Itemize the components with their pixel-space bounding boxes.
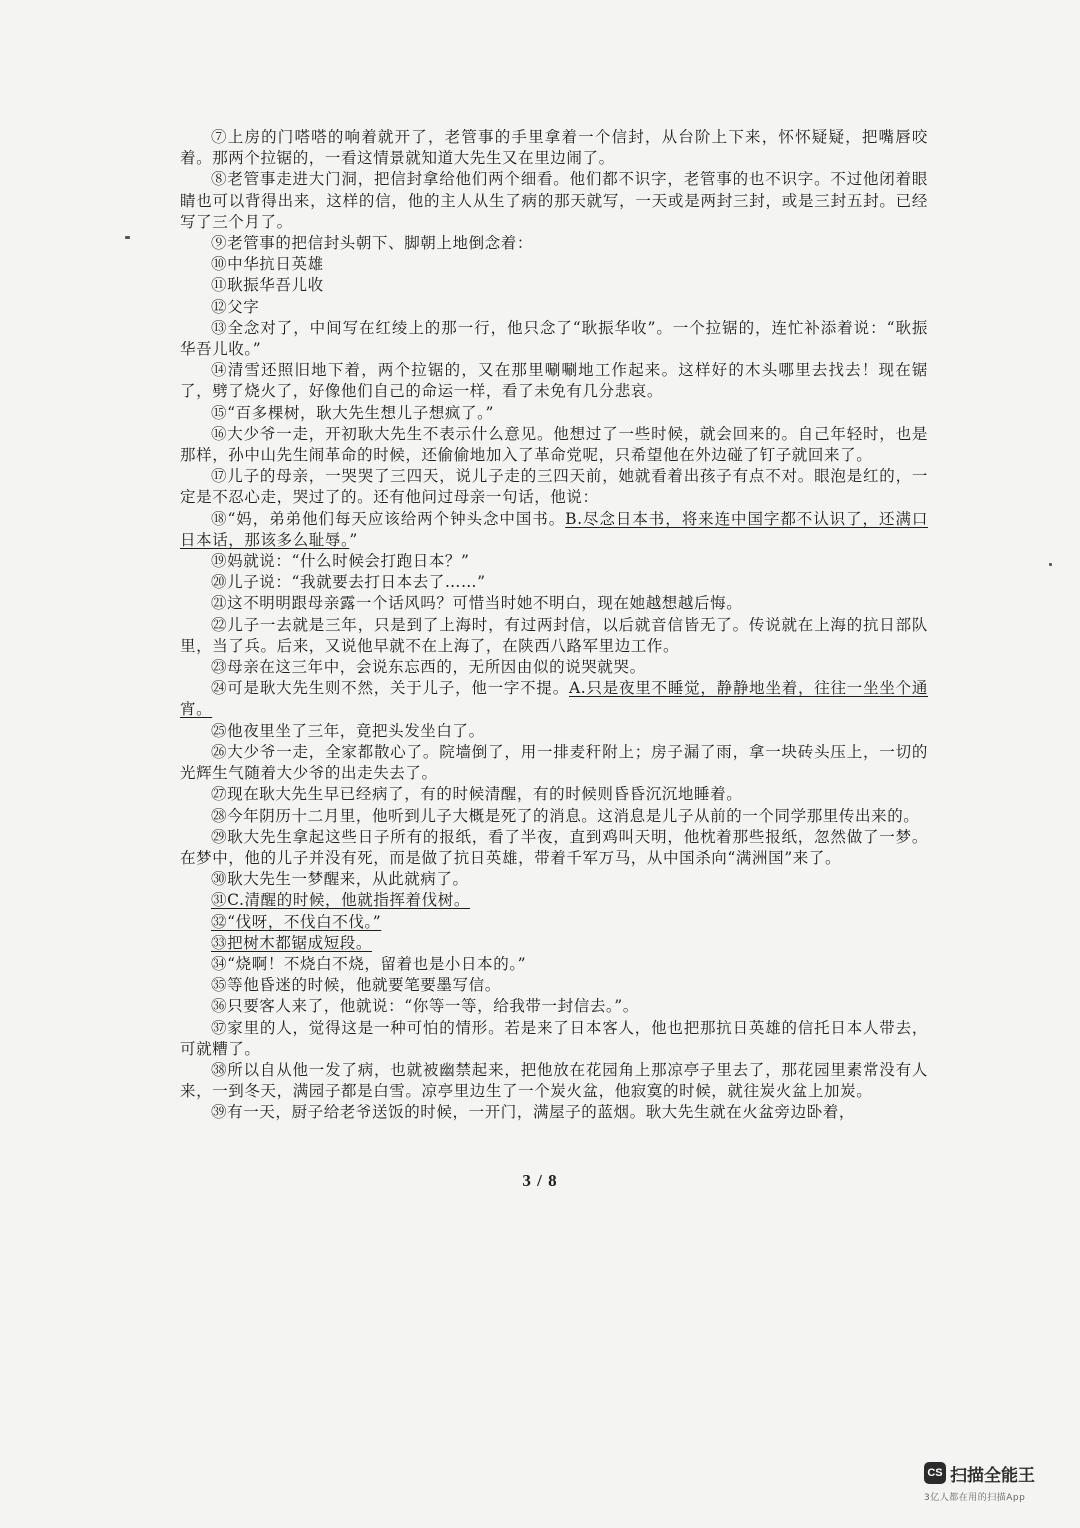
scan-speck (1049, 563, 1052, 566)
paragraph (180, 912, 928, 933)
paragraph-text: ㊲家里的人，觉得这是一种可怕的情形。若是来了日本客人，他也把那抗日英雄的信托日本人带去，可就糟了。 (180, 1018, 928, 1058)
paragraph (180, 127, 928, 169)
paragraph (180, 827, 928, 869)
paragraph (180, 403, 928, 424)
paragraph (180, 318, 928, 360)
paragraph-text: ⑱“妈，弟弟他们每天应该给两个钟头念中国书。 (211, 509, 566, 528)
paragraph (180, 1060, 928, 1102)
paragraph (180, 869, 928, 890)
paragraph (180, 254, 928, 275)
paragraph (180, 806, 928, 827)
underlined-passage: ㉛C.清醒的时候，他就指挥着伐树。 (211, 891, 470, 910)
paragraph (180, 169, 928, 233)
paragraph (180, 954, 928, 975)
paragraph-text: ㉕他夜里坐了三年，竟把头发坐白了。 (211, 721, 485, 740)
paragraph-text: ㉒儿子一去就是三年，只是到了上海时，有过两封信，以后就音信皆无了。传说就在上海的抗日部队里，当了兵。后来，又说他早就不在上海了，在陕西八路军里边工作。 (180, 615, 928, 655)
paragraph (180, 1102, 928, 1123)
article-body (180, 127, 928, 1124)
paragraph (180, 742, 928, 784)
paragraph-text: ⑫父字 (211, 297, 260, 316)
scanner-watermark (916, 1458, 1056, 1518)
paragraph-text: ⑲妈就说：“什么时候会打跑日本？” (211, 552, 470, 571)
paragraph-text: ⑦上房的门嗒嗒的响着就开了，老管事的手里拿着一个信封，从台阶上下来，怀怀疑疑，把嘴唇咬着。那两个拉锯的，一看这情景就知道大先生又在里边闹了。 (180, 128, 928, 168)
paragraph-text: ㉙耿大先生拿起这些日子所有的报纸，看了半夜，直到鸡叫天明，他枕着那些报纸，忽然做了一梦。在梦中，他的儿子并没有死，而是做了抗日英雄，带着千军万马，从中国杀向“满洲国”来了。 (180, 827, 928, 867)
paragraph-text: ⑮“百多棵树，耿大先生想儿子想疯了。” (211, 403, 494, 422)
paragraph (180, 678, 928, 720)
paragraph-text: ㉓母亲在这三年中，会说东忘西的，无所因由似的说哭就哭。 (211, 658, 646, 677)
paragraph (180, 996, 928, 1017)
underlined-passage: B.尽念日本书，将来连中国字都不认识了，还满口日本话，那该多么耻辱。 (180, 509, 928, 549)
paragraph-text: ㉘今年阴历十二月里，他听到儿子大概是死了的消息。这消息是儿子从前的一个同学那里传出来的。 (211, 806, 920, 825)
paragraph-text: ㉑这不明明跟母亲露一个话风吗？可惜当时她不明白，现在她越想越后悔。 (211, 594, 743, 613)
paragraph (180, 1018, 928, 1060)
paragraph (180, 593, 928, 614)
paragraph (180, 975, 928, 996)
paragraph-text: ㉚耿大先生一梦醒来，从此就病了。 (211, 870, 469, 889)
page-number: 3 / 8 (522, 1171, 558, 1190)
paragraph-text: ㊴有一天，厨子给老爷送饭的时候，一开门，满屋子的蓝烟。耿大先生就在火盆旁边卧着， (211, 1103, 856, 1122)
paragraph (180, 509, 928, 551)
underlined-passage: A.只是夜里不睡觉，静静地坐着，往往一坐坐个通宵。 (180, 679, 928, 719)
underlined-passage: ㉜“伐呀，不伐白不伐。” (211, 912, 382, 931)
paragraph (180, 466, 928, 508)
paragraph-text: ⑰儿子的母亲，一哭哭了三四天，说儿子走的三四天前，她就看着出孩子有点不对。眼泡是红的，一定是不忍心走，哭过了的。还有他问过母亲一句话，他说： (180, 467, 928, 507)
paragraph-text: ㉞“烧啊！不烧白不烧，留着也是小日本的。” (211, 954, 527, 973)
cs-logo-icon: CS (924, 1462, 946, 1484)
paragraph-text: ⑪耿振华吾儿收 (211, 276, 324, 295)
paragraph (180, 233, 928, 254)
paragraph-text: ⑭清雪还照旧地下着，两个拉锯的，又在那里唰唰地工作起来。这样好的木头哪里去找去！现在锯了，劈了烧火了，好像他们自己的命运一样，看了未免有几分悲哀。 (180, 361, 928, 401)
scan-speck (125, 236, 130, 239)
paragraph (180, 657, 928, 678)
paragraph-text: ㉟等他昏迷的时候，他就要笔要墨写信。 (211, 976, 501, 995)
watermark-tagline: 3亿人都在用的扫描App (924, 1493, 1026, 1503)
paragraph (180, 572, 928, 593)
paragraph-text: ㊱只要客人来了，他就说：“你等一等，给我带一封信去。”。 (211, 997, 639, 1016)
watermark-app-name: 扫描全能王 (950, 1466, 1035, 1486)
paragraph (180, 615, 928, 657)
paragraph-text: ⑳儿子说：“我就要去打日本去了……” (211, 573, 486, 592)
paragraph-text: ㉔可是耿大先生则不然，关于儿子，他一字不提。 (211, 679, 569, 698)
paragraph (180, 275, 928, 296)
paragraph-text: ㉖大少爷一走，全家都散心了。院墙倒了，用一排麦秆附上；房子漏了雨，拿一块砖头压上，一切的光辉生气随着大少爷的出走失去了。 (180, 742, 928, 783)
paragraph (180, 297, 928, 318)
paragraph-text: ⑬全念对了，中间写在红绫上的那一行，他只念了“耿振华收”。一个拉锯的，连忙补添着说：“耿振华吾儿收。” (180, 318, 928, 359)
paragraph (180, 424, 928, 466)
paragraph (180, 933, 928, 954)
paragraph (180, 360, 928, 402)
paragraph-tail: ” (349, 530, 358, 549)
paragraph (180, 784, 928, 805)
paragraph (180, 890, 928, 911)
paragraph-text: ⑨老管事的把信封头朝下、脚朝上地倒念着： (211, 234, 534, 253)
paragraph (180, 551, 928, 572)
paragraph-text: ⑧老管事走进大门洞，把信封拿给他们两个细看。他们都不识字，老管事的也不识字。不过他闭着眼睛也可以背得出来，这样的信，他的主人从生了病的那天就写，一天或是两封三封，或是三封五封。已经写了三个月了。 (180, 170, 928, 231)
underlined-passage: ㉝把树木都锯成短段。 (211, 933, 373, 952)
paragraph-text: ㉗现在耿大先生早已经病了，有的时候清醒，有的时候则昏昏沉沉地睡着。 (211, 785, 743, 804)
paragraph-text: ⑩中华抗日英雄 (211, 255, 324, 274)
paragraph (180, 721, 928, 742)
paragraph-text: ㊳所以自从他一发了病，也就被幽禁起来，把他放在花园角上那凉亭子里去了，那花园里素常没有人来，一到冬天，满园子都是白雪。凉亭里边生了一个炭火盆，他寂寞的时候，就往炭火盆上加炭。 (180, 1060, 928, 1101)
paragraph-text: ⑯大少爷一走，开初耿大先生不表示什么意见。他想过了一些时候，就会回来的。自己年轻时，也是那样，孙中山先生闹革命的时候，还偷偷地加入了革命党呢，只希望他在外边碰了钉子就回来了。 (180, 424, 928, 465)
